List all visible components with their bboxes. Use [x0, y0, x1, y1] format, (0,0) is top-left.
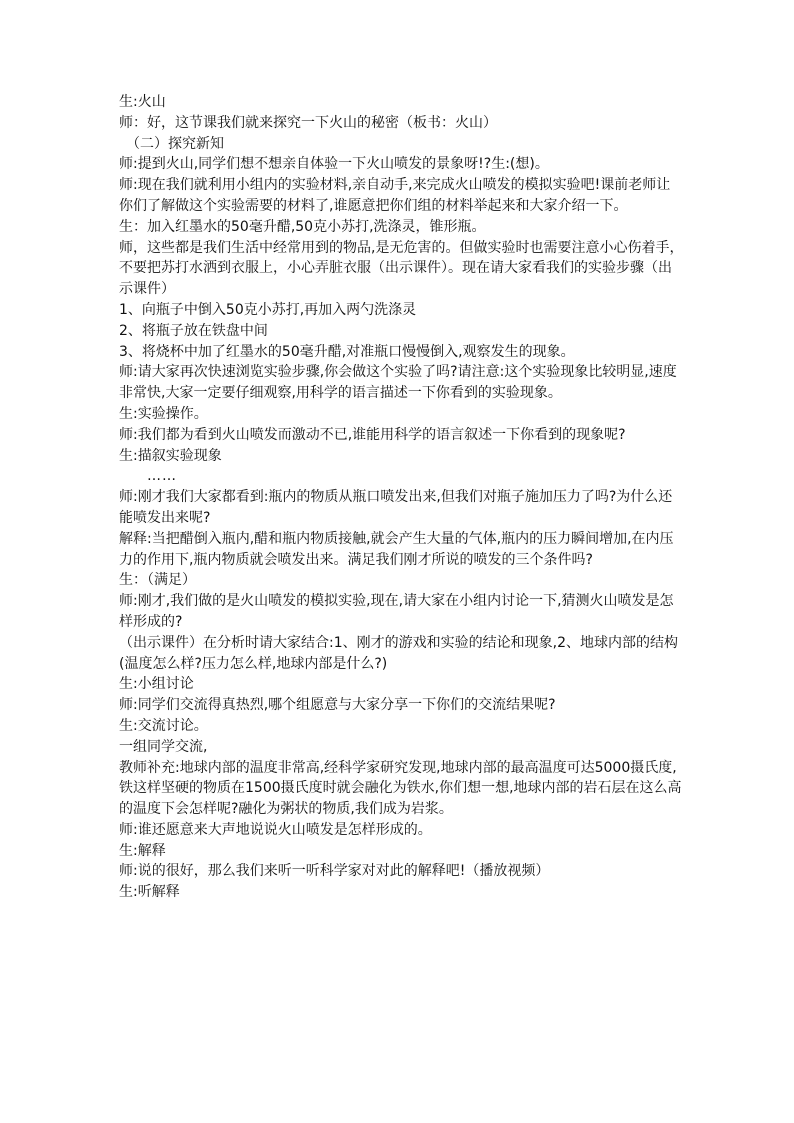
text-line: 生：（满足） [119, 572, 196, 589]
text-line: 生:交流讨论。 [119, 717, 208, 734]
ellipsis: …… [147, 468, 177, 485]
step-item: 1、向瓶子中倒入50克小苏打,再加入两勺洗涤灵 [119, 301, 417, 318]
text-line: 生:实验操作。 [119, 405, 208, 422]
text-line: 一组同学交流, [119, 738, 208, 755]
text-paragraph: 师:刚才,我们做的是火山喷发的模拟实验,现在,请大家在小组内讨论一下,猜测火山喷发是怎样形成的? [119, 593, 674, 630]
text-line: 生:火山 [119, 94, 166, 110]
text-paragraph: 师:刚才我们大家都看到:瓶内的物质从瓶口喷发出来,但我们对瓶子施加压力了吗?为什么还能喷发出来呢? [119, 489, 673, 526]
text-paragraph: 解释:当把醋倒入瓶内,醋和瓶内物质接触,就会产生大量的气体,瓶内的压力瞬间增加,在内压力的作用下,瓶内物质就会喷发出来。满足我们刚才所说的喷发的三个条件吗? [119, 530, 674, 568]
step-item: 2、将瓶子放在铁盘中间 [119, 322, 268, 339]
lesson-transcript [119, 92, 684, 903]
text-paragraph: （出示课件）在分析时请大家结合:1、刚才的游戏和实验的结论和现象,2、地球内部的结构(温度怎么样?压力怎么样,地球内部是什么?) [119, 634, 678, 672]
text-line: 生:小组讨论 [119, 676, 194, 693]
text-line: 师：好，这节课我们就来探究一下火山的秘密（板书：火山） [119, 114, 497, 131]
text-line: 师:同学们交流得真热烈,哪个组愿意与大家分享一下你们的交流结果呢? [119, 697, 556, 714]
section-heading: （二）探究新知 [126, 135, 224, 152]
text-line: 生:描叙实验现象 [119, 447, 222, 464]
text-line: 师:谁还愿意来大声地说说火山喷发是怎样形成的。 [119, 821, 432, 838]
text-paragraph: 教师补充:地球内部的温度非常高,经科学家研究发现,地球内部的最高温度可达5000摄氏度,铁这样坚硬的物质在1500摄氏度时就会融化为铁水,你们想一想,地球内部的岩石层在这么高的温度下会怎样呢?融化为粥状的物质,我们成为岩浆。 [119, 759, 682, 818]
step-item: 3、将烧杯中加了红墨水的50毫升醋,对准瓶口慢慢倒入,观察发生的现象。 [119, 343, 575, 360]
text-line: 师:提到火山,同学们想不想亲自体验一下火山喷发的景象呀!?生:(想)。 [119, 156, 549, 173]
text-paragraph: 师:现在我们就利用小组内的实验材料,亲自动手,来完成火山喷发的模拟实验吧!课前老师让你们了解做这个实验需要的材料了,谁愿意把你们组的材料举起来和大家介绍一下。 [119, 177, 671, 214]
text-line: 生:解释 [119, 842, 166, 859]
text-line: 师:说的很好，那么我们来听一听科学家对对此的解释吧!（播放视频） [119, 863, 550, 880]
text-paragraph: 师:请大家再次快速浏览实验步骤,你会做这个实验了吗?请注意:这个实验现象比较明显,速度非常快,大家一定要仔细观察,用科学的语言描述一下你看到的实验现象。 [119, 364, 677, 402]
text-line: 生:听解释 [119, 884, 180, 901]
text-paragraph: 师，这些都是我们生活中经常用到的物品,是无危害的。但做实验时也需要注意小心伤着手，不要把苏打水洒到衣服上，小心弄脏衣服（出示课件）。现在请大家看我们的实验步骤（出示课件） [119, 239, 684, 298]
text-line: 生：加入红墨水的50毫升醋,50克小苏打,洗涤灵，锥形瓶。 [119, 218, 486, 235]
text-paragraph: 师:我们都为看到火山喷发而激动不已,谁能用科学的语言叙述一下你看到的现象呢? [119, 426, 626, 443]
